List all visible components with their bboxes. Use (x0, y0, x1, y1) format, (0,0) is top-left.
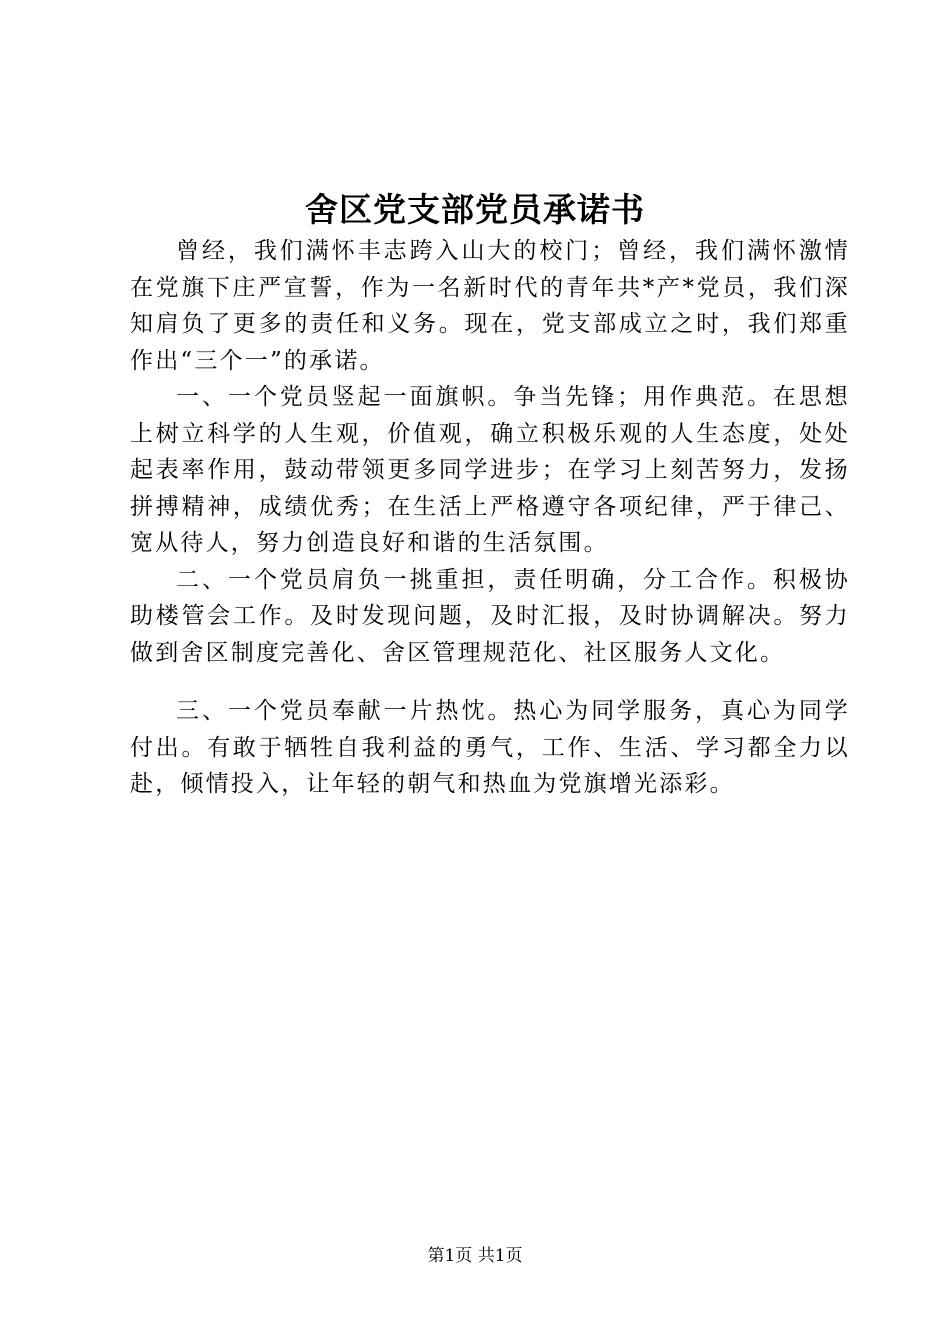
paragraph-point-one: 一、一个党员竖起一面旗帜。争当先锋；用作典范。在思想上树立科学的人生观，价值观，确立积极乐观的人生态度，处处起表率作用，鼓动带领更多同学进步；在学习上刻苦努力，发扬拼搏精神，成绩优秀；在生活上严格遵守各项纪律，严于律己、宽从待人，努力创造良好和谐的生活氛围。 (130, 384, 850, 556)
paragraph-point-three: 三、一个党员奉献一片热忱。热心为同学服务，真心为同学付出。有敢于牺牲自我利益的勇气，工作、生活、学习都全力以赴，倾情投入，让年轻的朝气和热血为党旗增光添彩。 (130, 698, 850, 797)
paragraph-point-two: 二、一个党员肩负一挑重担，责任明确，分工合作。积极协助楼管会工作。及时发现问题，及时汇报，及时协调解决。努力做到舍区制度完善化、舍区管理规范化、社区服务人文化。 (130, 566, 850, 666)
document-body (130, 233, 850, 803)
page-number-footer: 第1页 共1页 (427, 1246, 523, 1266)
document-title: 舍区党支部党员承诺书 (305, 190, 645, 229)
paragraph-intro: 曾经，我们满怀丰志跨入山大的校门；曾经，我们满怀激情在党旗下庄严宣誓，作为一名新时代的青年共*产*党员，我们深知肩负了更多的责任和义务。现在，党支部成立之时，我们郑重作出“三个一”的承诺。 (130, 238, 850, 374)
